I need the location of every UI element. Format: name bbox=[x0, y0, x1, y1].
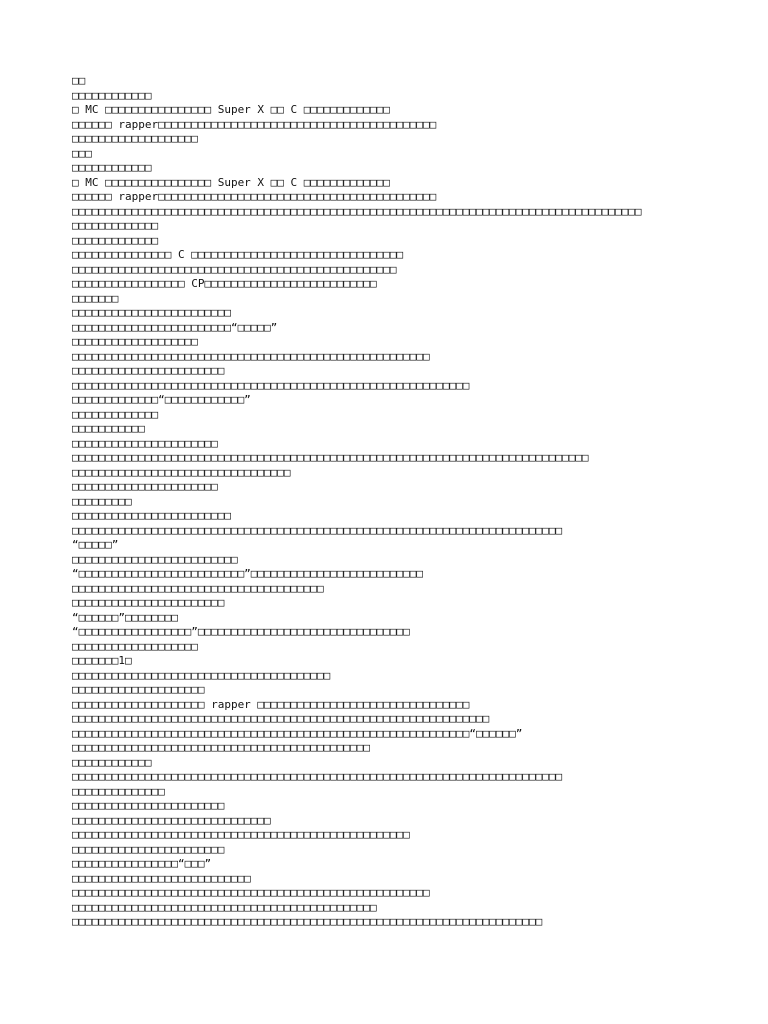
text-line: “□□□□□□□□□□□□□□□□□□□□□□□□□”□□□□□□□□□□□□□□□□□□□□□□□□□□ bbox=[72, 567, 423, 580]
text-line: □ MC □□□□□□□□□□□□□□□□ Super X □□ C □□□□□□□□□□□□□ bbox=[72, 175, 390, 189]
text-line: □□□□□□□□□□□□ bbox=[72, 755, 152, 769]
text-line: □□□□□□□□□ bbox=[72, 494, 132, 508]
text-line: □□□□□□□□□□□□□□□□□□□□□□□□“□□□□□” bbox=[72, 320, 278, 334]
text-line: □□□□□□□□□□□□□□□□□□□□□□□□□□□□□□□□□□□□□□□□□□□□□□□□□□□□□□□□□□□□□□□□□□□□□□□□□□ bbox=[72, 770, 563, 783]
text-line: □□□□□□□□□□□□□□□□□□□□□□□□□□□□□□□□□□□□□□□□□□□□□□□□□□□ bbox=[72, 828, 410, 841]
text-line: □□□□□□ rapper□□□□□□□□□□□□□□□□□□□□□□□□□□□□□□□□□□□□□□□□□□ bbox=[72, 117, 437, 131]
text-line: □□□□□□□□□□□□□□□□□□□□□□□□□□□□□□□□□□□□□□□□□□□□□□□□□□□□□□□□□□□□□□□ bbox=[72, 712, 490, 725]
text-line: □□□□□□□□□□□□ bbox=[72, 161, 152, 174]
text-line: □□□□□□□□□□□□□□□□□□□□□□□□□□□□□□□□□□□□□□□□□□□□□□□□□□□□□□□□□□□□□□□□□□□□□□□□□□ bbox=[72, 523, 563, 537]
text-line: □□□□□□□□□□□□ bbox=[72, 88, 152, 102]
text-line: □□□□□□□□□□□□□□□□□□□□ bbox=[72, 683, 205, 696]
text-line: □□□□□□□□□□□□□□□□□□□□□□□□□□□□□□□□□□□□□□ bbox=[72, 581, 324, 595]
text-line: □□□□□□□1□ bbox=[72, 654, 132, 667]
text-line: □□□□□□□□□□□□□ bbox=[72, 233, 159, 247]
text-line: □□□□□□□□□□□□□ bbox=[72, 407, 159, 421]
text-line: □□□□□□□□□□□□□□□□□□□□□□□□□□□□□□□□□□□□□□□□□□□□□□□□□□□□□□□□□□□□□□□□□□□□□□□□□□□□□□ bbox=[72, 451, 589, 464]
text-line: □□□ bbox=[72, 146, 92, 160]
text-line: □□□□□□□□□□□□□□□□□□□□□□□□□□□□□□□□□□□□□□□□□□□□□□□□□□□□□□□□□□□□□□□□□□□□□□□ bbox=[72, 915, 543, 928]
text-line: □□□□□□□□□□□□□□□□□□□□□□□□□□□□□□□□□□□□□□□□□□□□□□□□□ bbox=[72, 262, 397, 276]
text-line: □□□□□□□□□□□□□□ bbox=[72, 784, 165, 798]
text-line: □□□□□□□□□□□□□□□□“□□□” bbox=[72, 857, 212, 870]
text-line: □□□□□□□□□□□□□□□□□□□□□□□□ bbox=[72, 509, 231, 522]
text-line: □□□□□□□□□□□ bbox=[72, 422, 145, 435]
text-line: □□□□□□□□□□□□□□□□□□□□□□□□□□□□□□□□□□□□□□□ bbox=[72, 668, 331, 682]
text-line: “□□□□□□□□□□□□□□□□□”□□□□□□□□□□□□□□□□□□□□□□□□□□□□□□□□ bbox=[72, 625, 410, 638]
text-line: □□□□□□□□□□□□□□□□□□□ bbox=[72, 639, 198, 653]
text-line: □□□□□□□□□□□□□□□□□□□□ rapper □□□□□□□□□□□□□□□□□□□□□□□□□□□□□□□□ bbox=[72, 697, 470, 711]
text-line: □□ bbox=[72, 74, 86, 87]
text-line: □□□□□□□□□□□□□□□□□□□□□□□□□□□□□□□□□□□□□□□□□□□□□ bbox=[72, 741, 371, 754]
text-line: □□□□□□□□□□□□□□□□□□□□□□□□□□□□□□□□□□□□□□□□□□□□□□□□□□□□□□ bbox=[72, 886, 430, 899]
text-line: □□□□□□□□□□□□□□□□□□□□□□□ bbox=[72, 842, 225, 856]
text-line: “□□□□□” bbox=[72, 538, 119, 551]
text-line: □□□□□□□□□□□□□□□□□□□□□□□□□□□□□□ bbox=[72, 813, 271, 827]
text-line: □□□□□□□□□□□□□□□□□□□□□□□ bbox=[72, 364, 225, 377]
text-line: □□□□□□□□□□□□□□□□□□□□□□□□□□□□□□□□□□□□□□□□□□□□□□□□□□□□□□□□□□□□ bbox=[72, 378, 470, 392]
text-line: □□□□□□□□□□□□□□□□□□□ bbox=[72, 335, 198, 348]
document-body bbox=[72, 74, 752, 930]
text-line: □□□□□□□□□□□□□□□□□□□□□□ bbox=[72, 436, 218, 450]
text-line: □□□□□□□ bbox=[72, 291, 119, 305]
text-line: □□□□□□□□□□□□□□□□□□□□□□□ bbox=[72, 799, 225, 812]
text-line: □□□□□□□□□□□□□ bbox=[72, 219, 159, 232]
text-line: □□□□□□□□□□□□□□□□□□□□□□□□□□□□□□□□□□□□□□□□□□□□□□□□□□□□□□ bbox=[72, 349, 430, 363]
text-line: □□□□□□ rapper□□□□□□□□□□□□□□□□□□□□□□□□□□□□□□□□□□□□□□□□□□ bbox=[72, 190, 437, 203]
text-line: □□□□□□□□□□□□□□□□□□□□□□□ bbox=[72, 596, 225, 609]
text-line: □□□□□□□□□□□□□□□□□□□□□□□□□□□□□□□□□□□□□□□□□□□□□□ bbox=[72, 900, 377, 914]
text-line: □□□□□□□□□□□□□“□□□□□□□□□□□□” bbox=[72, 393, 251, 406]
text-line: □ MC □□□□□□□□□□□□□□□□ Super X □□ C □□□□□□□□□□□□□ bbox=[72, 103, 390, 116]
text-line: □□□□□□□□□□□□□□□□□□□□□□ bbox=[72, 480, 218, 493]
text-line: □□□□□□□□□□□□□□□□□□□ bbox=[72, 132, 198, 145]
text-line: □□□□□□□□□□□□□□□ C □□□□□□□□□□□□□□□□□□□□□□□□□□□□□□□□ bbox=[72, 248, 404, 261]
text-line: □□□□□□□□□□□□□□□□□□□□□□□□□□□ bbox=[72, 871, 251, 885]
text-line: □□□□□□□□□□□□□□□□□□□□□□□□□□□□□□□□□□□□□□□□□□□□□□□□□□□□□□□□□□□□“□□□□□□” bbox=[72, 726, 523, 740]
text-line: “□□□□□□”□□□□□□□□ bbox=[72, 610, 178, 624]
text-line: □□□□□□□□□□□□□□□□□□□□□□□□□□□□□□□□□ bbox=[72, 465, 291, 479]
text-line: □□□□□□□□□□□□□□□□□ CP□□□□□□□□□□□□□□□□□□□□□□□□□□ bbox=[72, 277, 377, 290]
text-line: □□□□□□□□□□□□□□□□□□□□□□□□□□□□□□□□□□□□□□□□□□□□□□□□□□□□□□□□□□□□□□□□□□□□□□□□□□□□□□□□□□□□□□ bbox=[72, 204, 642, 218]
text-line: □□□□□□□□□□□□□□□□□□□□□□□□□ bbox=[72, 552, 238, 566]
text-line: □□□□□□□□□□□□□□□□□□□□□□□□ bbox=[72, 306, 231, 319]
